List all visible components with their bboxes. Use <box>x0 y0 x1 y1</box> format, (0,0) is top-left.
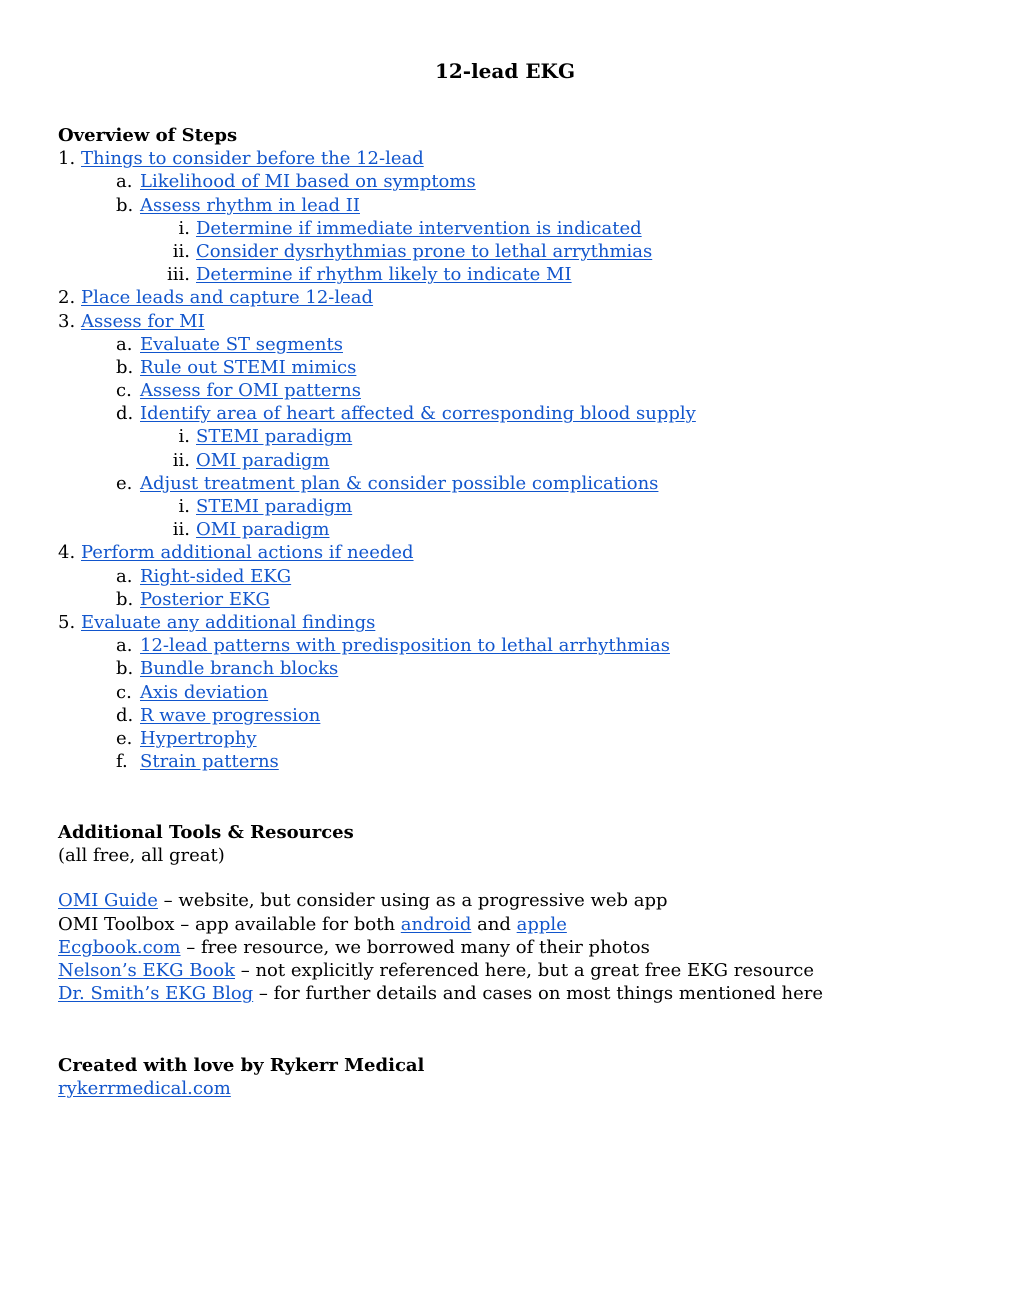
dr-smith-blog-link[interactable]: Dr. Smith’s EKG Blog <box>58 983 254 1005</box>
outline-item <box>58 750 958 773</box>
outline-link[interactable]: Evaluate any additional findings <box>81 611 376 633</box>
outline-marker: ii. <box>172 240 190 262</box>
outline-link[interactable]: Things to consider before the 12-lead <box>81 148 424 170</box>
outline-item <box>58 565 958 588</box>
outline-item <box>58 240 958 263</box>
outline-link[interactable]: Evaluate ST segments <box>140 333 343 355</box>
outline-item <box>58 518 958 541</box>
outline-item <box>58 194 958 217</box>
outline-link[interactable]: Rule out STEMI mimics <box>140 356 357 378</box>
outline-marker: ii. <box>172 449 190 471</box>
resource-ecgbook <box>58 936 958 959</box>
outline-item <box>58 286 958 309</box>
outline-link[interactable]: Right-sided EKG <box>140 565 292 587</box>
outline-marker: a. <box>116 333 133 355</box>
outline-item <box>58 611 958 634</box>
outline-item <box>58 263 958 286</box>
outline-link[interactable]: Assess for MI <box>81 310 205 332</box>
resource-nelson <box>58 959 958 982</box>
outline-marker: i. <box>178 217 190 239</box>
outline-marker: b. <box>116 194 134 216</box>
outline-item <box>58 147 958 170</box>
outline-marker: b. <box>116 588 134 610</box>
outline-marker: a. <box>116 565 133 587</box>
outline-link[interactable]: Determine if immediate intervention is indicated <box>196 217 642 239</box>
and-text: and <box>471 913 517 935</box>
outline-item <box>58 310 958 333</box>
resource-omi-toolbox <box>58 913 958 936</box>
omi-guide-desc: – website, but consider using as a progressive web app <box>157 890 668 912</box>
outline-marker: ii. <box>172 519 190 541</box>
outline-item <box>58 333 958 356</box>
outline-item <box>58 657 958 680</box>
outline-link[interactable]: Perform additional actions if needed <box>81 542 414 564</box>
outline-marker: c. <box>116 380 132 402</box>
smith-desc: – for further details and cases on most things mentioned here <box>253 983 824 1005</box>
outline-link[interactable]: Axis deviation <box>140 681 269 703</box>
resources-subheading: (all free, all great) <box>58 845 225 867</box>
outline-marker: a. <box>116 635 133 657</box>
outline-item <box>58 217 958 240</box>
outline-marker: 3. <box>58 310 76 332</box>
outline-link[interactable]: Likelihood of MI based on symptoms <box>140 171 476 193</box>
outline-marker: 2. <box>58 287 76 309</box>
outline-marker: iii. <box>167 264 190 286</box>
outline-link[interactable]: OMI paradigm <box>196 449 330 471</box>
omi-toolbox-desc: OMI Toolbox – app available for both <box>58 913 401 935</box>
ecgbook-desc: – free resource, we borrowed many of their photos <box>180 936 650 958</box>
outline-item <box>58 170 958 193</box>
outline-link[interactable]: Bundle branch blocks <box>140 658 339 680</box>
resources-list <box>58 889 958 1005</box>
rykerr-site-link[interactable]: rykerrmedical.com <box>58 1078 231 1100</box>
overview-heading: Overview of Steps <box>58 125 238 146</box>
overview-section <box>58 124 958 773</box>
credit-text: Created with love by Rykerr Medical <box>58 1055 425 1076</box>
outline-marker: f. <box>116 751 128 773</box>
outline-item <box>58 449 958 472</box>
overview-list <box>58 147 958 773</box>
outline-item <box>58 356 958 379</box>
outline-link[interactable]: Strain patterns <box>140 751 279 773</box>
outline-marker: c. <box>116 681 132 703</box>
outline-link[interactable]: Hypertrophy <box>140 727 257 749</box>
outline-link[interactable]: Identify area of heart affected & corresponding blood supply <box>140 403 696 425</box>
outline-link[interactable]: Consider dysrhythmias prone to lethal arrythmias <box>196 240 653 262</box>
outline-marker: e. <box>116 472 133 494</box>
outline-link[interactable]: Adjust treatment plan & consider possible complications <box>140 472 659 494</box>
outline-item <box>58 472 958 495</box>
outline-item <box>58 681 958 704</box>
outline-link[interactable]: 12-lead patterns with predisposition to lethal arrhythmias <box>140 635 670 657</box>
outline-item <box>58 425 958 448</box>
outline-link[interactable]: R wave progression <box>140 704 321 726</box>
outline-marker: 4. <box>58 542 76 564</box>
outline-link[interactable]: STEMI paradigm <box>196 496 353 517</box>
apple-link[interactable]: apple <box>516 913 567 935</box>
resource-omi-guide <box>58 889 958 912</box>
outline-marker: b. <box>116 356 134 378</box>
outline-marker: i. <box>178 496 190 517</box>
outline-marker: 1. <box>58 148 76 170</box>
resources-section <box>58 821 958 1005</box>
outline-marker: d. <box>116 704 134 726</box>
resource-smith <box>58 982 958 1005</box>
outline-item <box>58 634 958 657</box>
omi-guide-link[interactable]: OMI Guide <box>58 890 158 912</box>
outline-item <box>58 727 958 750</box>
page-title: 12-lead EKG <box>434 59 576 83</box>
outline-link[interactable]: STEMI paradigm <box>196 426 353 448</box>
outline-item <box>58 588 958 611</box>
outline-item <box>58 402 958 425</box>
nelson-ekg-book-link[interactable]: Nelson’s EKG Book <box>58 959 236 981</box>
outline-link[interactable]: Assess for OMI patterns <box>140 380 361 402</box>
outline-item <box>58 704 958 727</box>
outline-link[interactable]: Posterior EKG <box>140 588 270 610</box>
outline-link[interactable]: OMI paradigm <box>196 519 330 541</box>
outline-item <box>58 495 958 518</box>
outline-marker: d. <box>116 403 134 425</box>
ecgbook-link[interactable]: Ecgbook.com <box>58 936 181 958</box>
outline-item <box>58 379 958 402</box>
outline-marker: b. <box>116 658 134 680</box>
resources-heading: Additional Tools & Resources <box>58 822 354 843</box>
outline-link[interactable]: Place leads and capture 12-lead <box>81 287 374 309</box>
outline-link[interactable]: Determine if rhythm likely to indicate MI <box>196 264 572 286</box>
outline-marker: i. <box>178 426 190 448</box>
outline-marker: 5. <box>58 611 76 633</box>
footer <box>58 1054 958 1100</box>
outline-marker: e. <box>116 727 133 749</box>
nelson-desc: – not explicitly referenced here, but a great free EKG resource <box>235 959 814 981</box>
outline-item <box>58 541 958 564</box>
android-link[interactable]: android <box>400 913 472 935</box>
outline-marker: a. <box>116 171 133 193</box>
outline-link[interactable]: Assess rhythm in lead II <box>140 194 360 216</box>
